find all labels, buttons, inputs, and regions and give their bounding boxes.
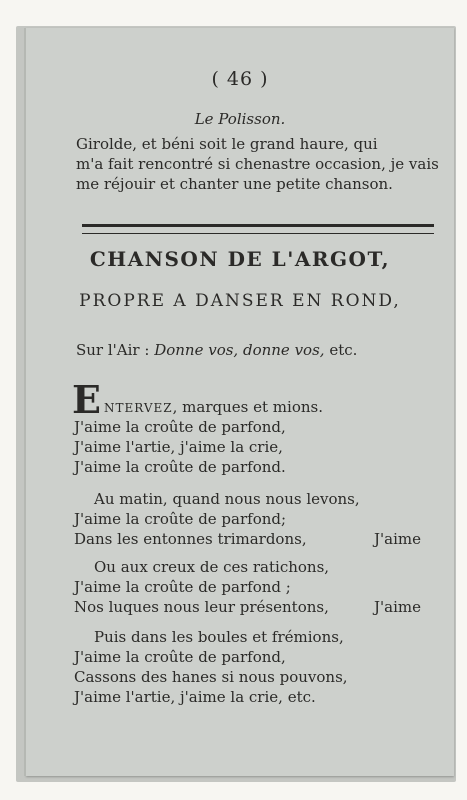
prose-line: me réjouir et chanter une petite chanson.	[76, 175, 393, 193]
refrain-cue: J'aime	[374, 530, 421, 548]
air-suffix: etc.	[329, 341, 358, 359]
song-title: CHANSON DE L'ARGOT,	[89, 247, 391, 271]
refrain-cue: J'aime	[374, 598, 421, 616]
book-page	[26, 28, 454, 776]
verse-line: J'aime l'artie, j'aime la crie,	[74, 438, 283, 456]
speaker-name: Le Polisson.	[194, 110, 286, 128]
verse-line: Puis dans les boules et frémions,	[94, 628, 344, 646]
air-name: Donne vos, donne vos,	[154, 341, 325, 359]
air-prefix: Sur l'Air :	[76, 341, 150, 359]
air-line	[76, 341, 357, 359]
verse-line: Nos luques nous leur présentons,	[74, 598, 329, 616]
verse-line: Cassons des hanes si nous pouvons,	[74, 668, 348, 686]
prose-line: Girolde, et béni soit le grand haure, qui	[76, 135, 378, 153]
verse-line: J'aime l'artie, j'aime la crie, etc.	[74, 688, 316, 706]
section-divider	[82, 224, 434, 234]
verse-first-line	[104, 398, 323, 416]
page-number: ( 46 )	[211, 68, 269, 90]
verse-line: Au matin, quand nous nous levons,	[94, 490, 360, 508]
smallcaps-word: NTERVEZ	[104, 401, 173, 415]
prose-line: m'a fait rencontré si chenastre occasion, je vais	[76, 155, 439, 173]
verse-line: J'aime la croûte de parfond;	[74, 510, 287, 528]
verse-line: J'aime la croûte de parfond,	[74, 418, 286, 436]
drop-cap: E	[72, 377, 101, 422]
verse-line: Dans les entonnes trimardons,	[74, 530, 307, 548]
verse-line: J'aime la croûte de parfond.	[74, 458, 286, 476]
song-subtitle: PROPRE A DANSER EN ROND,	[79, 291, 401, 311]
verse-line: J'aime la croûte de parfond ;	[74, 578, 291, 596]
first-line-rest: , marques et mions.	[172, 398, 323, 416]
verse-line: Ou aux creux de ces ratichons,	[94, 558, 330, 576]
verse-line: J'aime la croûte de parfond,	[74, 648, 286, 666]
